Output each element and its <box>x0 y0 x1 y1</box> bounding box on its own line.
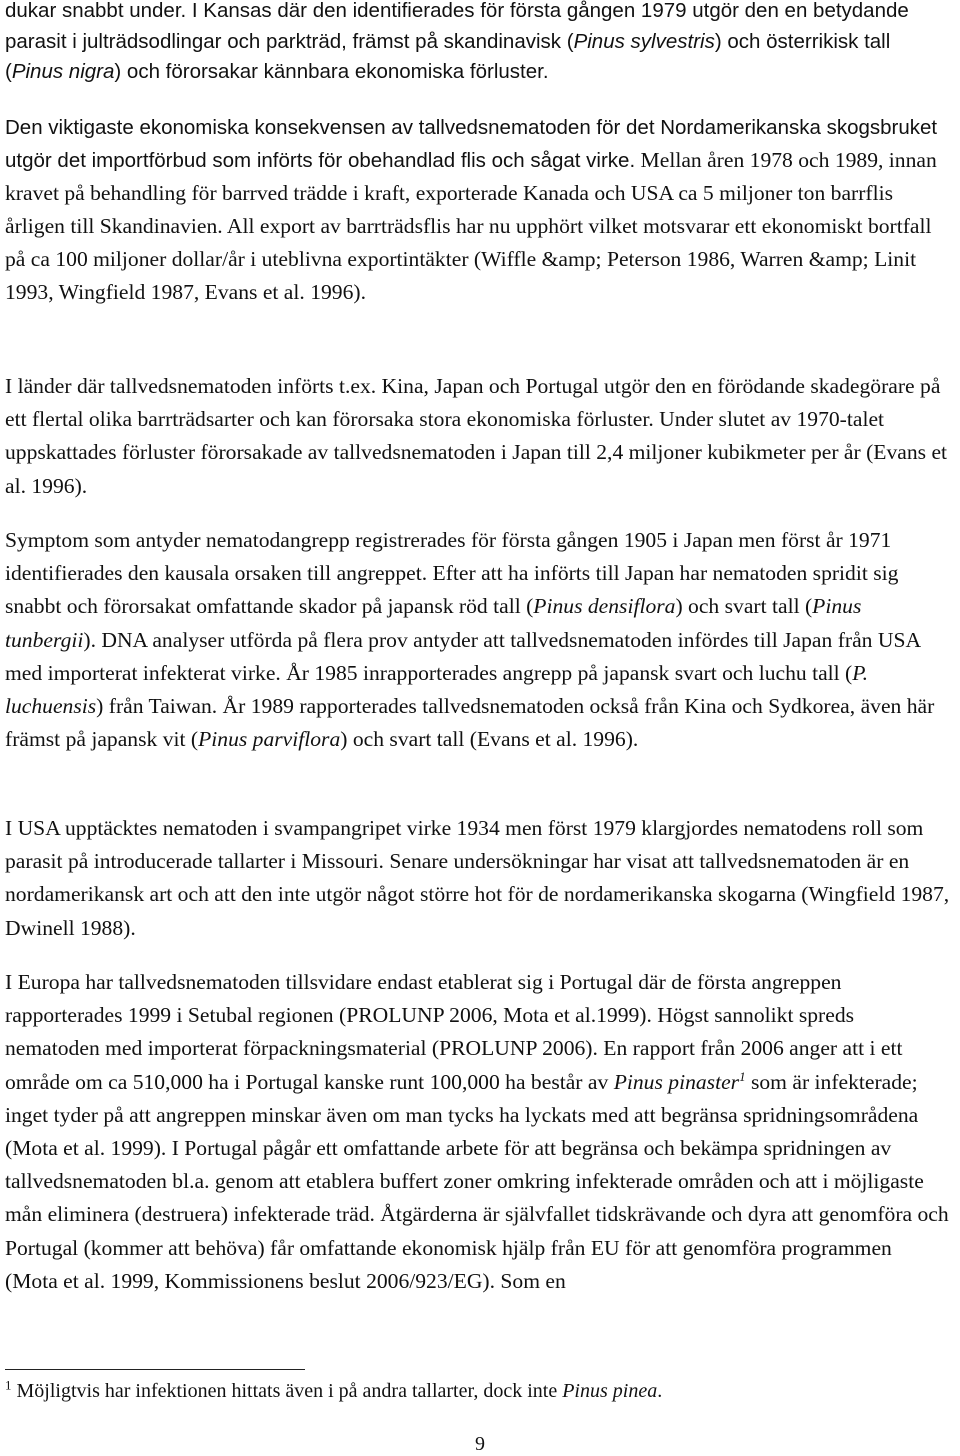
paragraph-6 <box>5 966 950 1298</box>
species-name: P. luchuensis <box>5 660 869 719</box>
species-name: Pinus densiflora <box>533 594 676 619</box>
species-name: Pinus tunbergii <box>5 594 862 652</box>
species-name: Pinus pinaster <box>613 1069 740 1094</box>
text-run: Den viktigaste ekonomiska konsekvensen av tallvedsnematoden för det Nordamerikanska skogsbruket utgör det importförbud som införts för obehandlad flis och sågat virke. <box>5 116 938 172</box>
page-number: 9 <box>475 1433 485 1455</box>
text-run: ). DNA analyser utförda på flera prov antyder att tallvedsnematoden infördes till Japan från USA med importerat infekterat virke. År 1985 inrapporterades angrepp på japansk svart och luchu tall ( <box>5 627 920 685</box>
text-run: Symptom som antyder nematodangrepp registrerades för första gången 1905 i Japan men först år 1971 identifierades den kausala orsaken till angreppet. Efter att ha införts till Japan har nematoden spridit sig snabbt och förorsakat omfattande skador på japansk röd tall ( <box>5 528 899 619</box>
text-run: ) och österrikisk tall ( <box>5 29 891 83</box>
text-run: Mellan åren 1978 och 1989, innan kravet på behandling för barrved trädde i kraft, exporterade Kanada och USA ca 5 miljoner ton barrflis årligen till Skandinavien. All export av barrträdsflis har nu upphört vilket motsvarar ett ekonomiskt bortfall på ca 100 miljoner dollar/år i uteblivna exportintäkter (Wiffle &amp; Peterson 1986, Warren &amp; Linit 1993, Wingfield 1987, Evans et al. 1996). <box>5 147 937 305</box>
text-run: ) och svart tall (Evans et al. 1996). <box>340 727 639 752</box>
species-name: Pinus sylvestris <box>573 29 715 53</box>
paragraph-1 <box>5 0 950 88</box>
species-name: Pinus parviflora <box>198 727 341 752</box>
footnote-number: 1 <box>5 1377 12 1393</box>
text-run: som är infekterade; inget tyder på att angreppen minskar även om man tycks ha lyckats med att begränsa spridningsområdena (Mota et al. 1999). I Portugal pågår ett omfattande arbete för att begränsa och bekämpa spridningen av tallvedsnematoden bl.a. genom att etablera buffert zoner omkring infekterade områden och att i möjligaste mån eliminera (destruera) infekterade träd. Åtgärderna är självfallet tidskrävande och dyra att genomföra och Portugal (kommer att behöva) får omfattande ekonomisk hjälp från EU för att genomföra programmen (Mota et al. 1999, Kommissionens beslut 2006/923/EG). Som en <box>5 1069 949 1293</box>
footnote-text: Möjligtvis har infektionen hittats även i på andra tallarter, dock inte <box>11 1380 563 1402</box>
text-run: ) och svart tall ( <box>675 594 813 619</box>
paragraph-3: I länder där tallvedsnematoden införts t.ex. Kina, Japan och Portugal utgör den en förödande skadegörare på ett flertal olika barrträdsarter och kan förorsaka stora ekonomiska förluster. Under slutet av 1970-talet uppskattades förluster förorsakade av tallvedsnematoden i Japan till 2,4 miljoner kubikmeter per år (Evans et al. 1996). <box>5 374 948 498</box>
text-run: dukar snabbt under. I Kansas där den identifierades för första gången 1979 utgör den en betydande parasit i julträdsodlingar och parkträd, främst på skandinavisk ( <box>5 0 909 53</box>
footnote-marker: 1 <box>739 1068 746 1084</box>
species-name: Pinus pinea <box>562 1380 658 1402</box>
paragraph-4 <box>5 524 950 756</box>
footnote-separator <box>5 1369 305 1370</box>
text-run: ) och förorsakar kännbara ekonomiska förluster. <box>114 60 549 83</box>
text-run: I Europa har tallvedsnematoden tillsvidare endast etablerat sig i Portugal där de första angreppen rapporterades 1999 i Setubal regionen (PROLUNP 2006, Mota et al.1999). Högst sannolikt spreds nematoden med importerat förpackningsmaterial (PROLUNP 2006). En rapport från 2006 anger att i ett område om ca 510,000 ha i Portugal kanske runt 100,000 ha består av <box>5 970 903 1094</box>
footnote <box>5 1376 950 1406</box>
text-run: ) från Taiwan. År 1989 rapporterades tallvedsnematoden också från Kina och Sydkorea, även här främst på japansk vit ( <box>5 694 935 752</box>
paragraph-2 <box>5 113 950 310</box>
footnote-text: . <box>657 1380 663 1402</box>
paragraph-5: I USA upptäcktes nematoden i svampangripet virke 1934 men först 1979 klargjordes nematodens roll som parasit på introducerade tallarter i Missouri. Senare undersökningar har visat att tallvedsnematoden är en nordamerikansk art och att den inte utgör något större hot för de nordamerikanska skogarna (Wingfield 1987, Dwinell 1988). <box>5 816 950 940</box>
species-name: Pinus nigra <box>11 60 115 83</box>
